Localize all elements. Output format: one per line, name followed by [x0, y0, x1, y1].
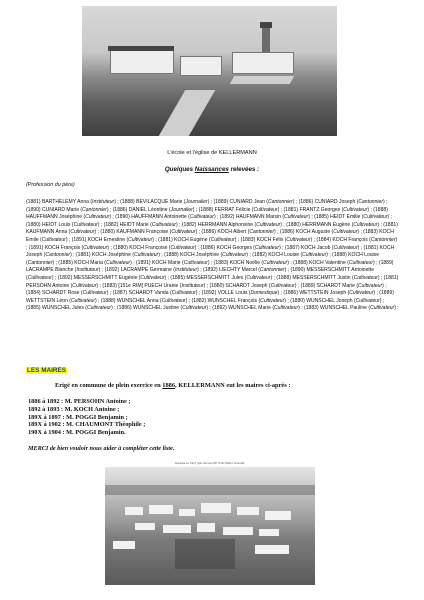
father-profession: Cantonnier: [27, 259, 53, 266]
father-profession: Cantonnier: [82, 206, 107, 213]
birth-entry: (1883) WUNSCHEL Pauline (Cultivateur) ;: [304, 305, 399, 312]
birth-entry: (1880) HERRMANN Eugène (Cultivateur) ;: [286, 221, 384, 228]
birth-entry: (1883) KOCH Noëlie (Cultivateur) ;: [213, 259, 294, 266]
birth-name: FERRAT Félicie: [214, 206, 251, 213]
birth-name: [151e RIM] PUECH Uranie: [118, 282, 179, 289]
birth-entry: (1887) SCHARDT Vanda (Cultivateur) ;: [112, 290, 202, 297]
birth-name: KOCH Félix: [256, 236, 284, 243]
birth-year: (1892): [201, 290, 217, 297]
birth-year: (1892): [57, 274, 73, 281]
birth-year: (1881): [383, 274, 399, 281]
birth-year: (1887): [284, 244, 300, 251]
father-profession: Cultivateur: [349, 290, 374, 297]
birth-year: (1889): [300, 282, 316, 289]
birth-entry: (1881) PERSOHN Antoine (Cultivateur) ;: [26, 274, 399, 289]
birth-entry: (1886) DANIEL Léontine (Journalier) ;: [112, 206, 199, 213]
top-photo-caption: L'école et l'église de KELLERMANN: [167, 150, 257, 156]
birth-name: FRANTZ Georges: [299, 206, 341, 213]
birth-entry: (1886) WETTSTEIN Joseph (Cultivateur) ;: [283, 290, 380, 297]
birth-name: KOCH François: [332, 236, 368, 243]
father-profession: Cultivateur: [222, 252, 247, 259]
father-profession: Cultivateur: [210, 236, 235, 243]
birth-name: KOCH Emile: [26, 229, 394, 243]
birth-name: PERSOHN Antoine: [26, 282, 70, 289]
birth-year: (1888): [164, 252, 179, 259]
birth-name: KOCH Françoise: [129, 244, 168, 251]
birth-name: MESSERSCHMITT Justin: [292, 274, 351, 281]
birth-entry: (1886) CUNIARD Joseph (Cantonnier) ;: [298, 199, 388, 205]
birth-year: (1891): [28, 244, 44, 251]
birth-entry: (1889) LACRAMPE Blanche (Instituteur) ;: [26, 259, 394, 274]
profession-note: (Profession du père): [26, 182, 75, 188]
birth-entry: (1889) SCHARDT Marie (Cultivateur) ;: [300, 282, 387, 289]
father-profession: Cultivateur: [70, 229, 95, 236]
birth-year: (1888): [120, 199, 135, 205]
father-profession: Domestique: [250, 290, 278, 297]
mayor-line: 1886 à 1892 : M. PERSOHN Antoine ;: [28, 398, 131, 405]
birth-year: (1892): [212, 305, 227, 312]
birth-year: (1888): [373, 206, 388, 213]
birth-name: CUNIARD Marie: [42, 206, 80, 213]
birth-name: KOCH Eugène: [174, 236, 208, 243]
birth-entry: (1887) KOCH Jacob (Cultivateur) ;: [284, 244, 364, 251]
birth-name: WUNSCHEL Justine: [133, 305, 180, 312]
birth-name: WUNSCHEL François: [207, 297, 258, 304]
mayor-line: 190X à 1904 : M. POGGI Benjamin.: [28, 429, 126, 437]
father-profession: Cantonnier: [249, 229, 275, 236]
father-profession: Cultivateur: [263, 259, 288, 266]
birth-entry: (1891) KOCH Ernestine (Cultivateur) ;: [71, 236, 159, 243]
birth-year: (1886): [279, 229, 295, 236]
birth-year: (1890): [115, 214, 130, 221]
father-profession: Cultivateur: [105, 259, 131, 266]
birth-year: (1889): [213, 199, 229, 205]
father-profession: Cantonnier: [45, 252, 71, 259]
father-profession: Cantonnier: [267, 199, 293, 205]
birth-name: HAUFMANN Marsin: [235, 214, 282, 221]
father-profession: Cultivateur: [170, 244, 195, 251]
birth-name: KOCH Georges: [216, 244, 252, 251]
birth-year: (1888): [276, 274, 291, 281]
birth-entry: (1881) KOCH Joseph (Cantonnier) ;: [26, 244, 395, 259]
births-list: [26, 199, 400, 313]
father-profession: Cultivateur: [274, 305, 299, 312]
birth-year: (1891): [136, 259, 151, 266]
father-profession: Cultivateur: [41, 236, 66, 243]
father-profession: Cultivateur: [343, 206, 368, 213]
birth-year: (1888): [100, 297, 116, 304]
birth-entry: (1890) MESSERSCHMITT Antoinette (Cultivateur) ;: [26, 267, 375, 281]
birth-year: (1883): [304, 305, 319, 312]
birth-name: WUNSCHEL Jules: [42, 305, 84, 312]
father-profession: Cultivateur: [73, 221, 98, 228]
birth-entry: (1880) WUNSCHEL Joseph (Cultivateur) ;: [290, 297, 385, 304]
birth-entry: (1891) KOCH François (Cultivateur) ;: [28, 244, 114, 251]
birth-year: (1883): [102, 282, 117, 289]
birth-year: (1880): [209, 282, 225, 289]
birth-year: (1881): [75, 252, 91, 259]
birth-year: (1882): [191, 297, 207, 304]
birth-entry: (1889) CUNIARD Jean (Cantonnier) ;: [213, 199, 299, 205]
birth-name: LACRAMPE Blanche: [26, 267, 74, 274]
maires-title: LES MAIRES: [27, 367, 67, 374]
birth-name: KOCH François: [44, 244, 81, 251]
birth-year: (1886): [117, 305, 132, 312]
mayors-list: [28, 398, 145, 437]
father-profession: Cultivateur: [284, 214, 309, 221]
birth-year: (1892): [104, 267, 120, 274]
father-profession: Cultivateur: [151, 221, 176, 228]
father-profession: Instituteur: [76, 267, 99, 274]
birth-entry: (1892) MESSERSCHMITT Eugénie (Cultivateur) ;: [57, 274, 171, 281]
birth-entry: (1884) KOCH François (Cantonnier) ;: [26, 236, 398, 251]
father-profession: Instituteur: [174, 267, 198, 274]
birth-name: HEIDT Marie: [119, 221, 149, 228]
father-profession: Journalier: [185, 199, 208, 205]
birth-year: (1881): [158, 236, 173, 243]
birth-name: KOCH Noëlie: [229, 259, 261, 266]
birth-name: SCHARDT Marie: [316, 282, 355, 289]
birth-year: (1890): [290, 267, 306, 274]
birth-entry: (1888) BEVILACQUE Marie (Journalier) ;: [120, 199, 214, 205]
father-profession: Cultivateur: [171, 290, 196, 297]
birth-year: (1880): [286, 221, 301, 228]
birth-name: VOLLE Louis: [217, 290, 248, 297]
birth-entry: (1881) FRANTZ Georges (Cultivateur) ;: [283, 206, 374, 213]
birth-year: (1886): [298, 199, 314, 205]
birth-entry: (1882) HEIDT Marie (Cultivateur) ;: [103, 221, 182, 228]
maires-intro: Erigé en commune de plein exercice en 1886, KELLERMANN eut les maires ci-après :: [55, 382, 291, 389]
birth-year: (1885): [26, 305, 41, 312]
father-profession: Cultivateur: [254, 244, 280, 251]
birth-entry: (1888) MESSERSCHMITT Justin (Cultivateur) ;: [276, 274, 384, 281]
birth-year: (1883): [240, 236, 256, 243]
father-profession: Cultivateur: [189, 214, 214, 221]
father-profession: Cultivateur: [363, 214, 388, 221]
birth-year: (1881): [283, 206, 299, 213]
father-profession: Cantonnier: [358, 199, 384, 205]
birth-entry: (1888) KOCH Louise (Cantonnier) ;: [26, 252, 380, 266]
father-profession: Cultivateur: [83, 244, 108, 251]
birth-name: KOCH Auguste: [295, 229, 331, 236]
father-profession: Cultivateur: [182, 305, 207, 312]
birth-name: CUNIARD Joseph: [314, 199, 356, 205]
birth-entry: (1883) [151e RIM] PUECH Uranie (Instituteur) ;: [102, 282, 210, 289]
father-profession: Cultivateur: [260, 297, 285, 304]
birth-entry: (1885) WUNSCHEL Jules (Cultivateur) ;: [26, 305, 117, 312]
birth-name: DANIEL Léontine: [128, 206, 168, 213]
father-profession: Cultivateur: [253, 206, 278, 213]
birth-entry: (1890) CUNIARD Marie (Cantonnier) ;: [26, 206, 113, 213]
birth-name: KOCH Albert: [217, 229, 247, 236]
father-profession: Cultivateur: [183, 259, 208, 266]
birth-name: SCHARDT Joseph: [225, 282, 268, 289]
births-heading: Quelques Naissances relevées :: [164, 166, 260, 173]
birth-year: (1880): [26, 221, 41, 228]
father-profession: Cultivateur: [27, 274, 52, 281]
birth-entry: (1890) HAUFFMANN Antoinette (Cultivateur) ;: [115, 214, 220, 221]
father-profession: Cultivateur: [256, 221, 281, 228]
mayor-line: 1892 à 1893 : M. KOCH Antoine ;: [28, 405, 120, 413]
father-profession: Cultivateur: [333, 229, 358, 236]
birth-entry: (1888) FERRAT Félicie (Cultivateur) ;: [198, 206, 284, 213]
birth-year: (1889): [379, 290, 394, 297]
birth-year: (1882): [103, 221, 119, 228]
birth-entry: (1892) VOLLE Louis (Domestique) ;: [201, 290, 284, 297]
school-church-photo: [82, 6, 337, 136]
birth-name: HERRMANN Eugène: [302, 221, 351, 228]
birth-year: (1881): [383, 221, 398, 228]
birth-entry: (1886) WUNSCHEL Justine (Cultivateur) ;: [117, 305, 213, 312]
father-profession: Cultivateur: [353, 274, 378, 281]
mayor-line: 189X à 1897 : M. POGGI Benjamin ;: [28, 413, 128, 421]
father-profession: Cultivateur: [302, 252, 327, 259]
birth-year: (1885): [170, 274, 185, 281]
birth-entry: (1882) HERRMANN Alphonsine (Cultivateur) ;: [181, 221, 287, 228]
birth-year: (1880): [100, 229, 115, 236]
birth-entry: (1880) KAUFMANN Françoise (Cultivateur) ;: [100, 229, 202, 236]
birth-entry: (1892) WUNSCHEL Marie (Cultivateur) ;: [212, 305, 305, 312]
birth-entry: (1889) WETTSTEIN Léon (Cultivateur) ;: [26, 290, 394, 304]
birth-name: HAUFFMANN Joséphine: [26, 214, 83, 221]
father-profession: Cultivateur: [353, 221, 378, 228]
birth-name: WETTSTEIN Joseph: [299, 290, 347, 297]
birth-year: (1882): [181, 221, 197, 228]
father-profession: Cultivateur: [171, 229, 196, 236]
birth-year: (1890): [26, 206, 41, 213]
father-profession: Instituteur: [92, 199, 115, 205]
birth-year: (1886): [283, 290, 298, 297]
birth-year: (1888): [198, 206, 214, 213]
bottom-photo-caption: Expédié en 1917 (par l'armée) Rif Tirrifi (Maroc Oriental): [175, 461, 245, 465]
birth-name: SCHARDT Rose: [42, 290, 80, 297]
birth-name: MESSERSCHMITT Jules: [186, 274, 244, 281]
birth-entry: (1884) SCHARDT Rose (Cultivateur) ;: [26, 290, 113, 297]
birth-name: BEVILACQUE Marie: [136, 199, 183, 205]
father-profession: Cultivateur: [286, 236, 311, 243]
birth-entry: (1883) KOCH Félix (Cultivateur) ;: [240, 236, 317, 243]
birth-name: WETTSTEIN Léon: [26, 297, 68, 304]
father-profession: Cultivateur: [358, 282, 383, 289]
birth-year: (1884): [26, 290, 41, 297]
birth-entry: (1881) BARTHELEMY Anna (Instituteur) ;: [26, 199, 121, 205]
birth-entry: (1882) WUNSCHEL François (Cultivateur) ;: [191, 297, 291, 304]
birth-entry: (1892) HAUFMANN Marsin (Cultivateur) ;: [219, 214, 315, 221]
birth-year: (1886): [200, 244, 216, 251]
father-profession: Cultivateur: [348, 259, 373, 266]
father-profession: Cultivateur: [370, 305, 395, 312]
birth-name: KAUFMANN Françoise: [116, 229, 169, 236]
father-profession: Cultivateur: [134, 252, 159, 259]
birth-entry: (1881) KAUFMANN Anna (Cultivateur) ;: [26, 221, 398, 236]
birth-entry: (1886) KOCH Auguste (Cultivateur) ;: [279, 229, 364, 236]
birth-year: (1887): [112, 290, 128, 297]
father-profession: Cantonnier: [370, 236, 396, 243]
birth-year: (1886): [112, 206, 128, 213]
father-profession: Cultivateur: [72, 282, 97, 289]
mayor-line: 189X à 1902 : M. CHAUMONT Théophile ;: [28, 421, 146, 429]
father-profession: Cultivateur: [246, 274, 271, 281]
birth-entry: (1882) KOCH Louise (Cultivateur) ;: [252, 252, 333, 259]
birth-entry: (1881) KOCH Eugène (Cultivateur) ;: [158, 236, 241, 243]
birth-name: WUNSCHEL Joseph: [306, 297, 353, 304]
birth-entry: (1888) KOCH Valentine (Cultivateur) ;: [293, 259, 379, 266]
birth-name: HERRMANN Alphonsine: [197, 221, 254, 228]
birth-name: KOCH Joséphine: [91, 252, 131, 259]
father-profession: Cultivateur: [161, 297, 186, 304]
father-profession: Cultivateur: [270, 282, 295, 289]
birth-name: HEIDT Louis: [42, 221, 71, 228]
birth-name: MESSERSCHMITT Eugénie: [73, 274, 138, 281]
birth-name: MESSERSCHMITT Antoinette: [306, 267, 375, 274]
town-aerial-photo: [105, 461, 315, 585]
birth-name: LACRAMPE Germaine: [120, 267, 172, 274]
birth-year: (1883): [363, 229, 378, 236]
father-profession: Cultivateur: [128, 236, 153, 243]
birth-name: KAUFMANN Anna: [26, 229, 68, 236]
birth-year: (1882): [252, 252, 267, 259]
birth-year: (1888): [332, 252, 347, 259]
merci-note: MERCI de bien vouloir nous aider à compléter cette liste.: [28, 445, 175, 452]
birth-year: (1885): [314, 214, 329, 221]
birth-entry: (1883) KOCH Emile (Cultivateur) ;: [26, 229, 394, 243]
birth-name: KOCH Louise: [268, 252, 300, 259]
birth-entry: (1888) WUNSCHEL Anna (Cultivateur) ;: [100, 297, 192, 304]
birth-year: (1888): [293, 259, 308, 266]
birth-entry: (1880) HEIDT Louis (Cultivateur) ;: [26, 221, 104, 228]
birth-name: HAUFFMANN Antoinette: [131, 214, 187, 221]
birth-name: KOCH Louise: [348, 252, 380, 259]
birth-entry: (1880) KOCH Françoise (Cultivateur) ;: [113, 244, 201, 251]
father-profession: Instituteur: [181, 282, 204, 289]
birth-year: (1889): [378, 259, 394, 266]
birth-year: (1880): [290, 297, 305, 304]
birth-name: KOCH Ernestine: [87, 236, 126, 243]
birth-entry: (1892) LIECHTY Marcel (Cantonnier) ;: [203, 267, 291, 274]
birth-year: (1892): [219, 214, 235, 221]
birth-year: (1881): [26, 199, 41, 205]
birth-name: KOCH Marie: [152, 259, 181, 266]
father-profession: Cultivateur: [85, 214, 110, 221]
birth-entry: (1892) LACRAMPE Germaine (Instituteur) ;: [104, 267, 204, 274]
birth-name: KOCH Joseph: [26, 244, 395, 259]
father-profession: Journalier: [170, 206, 193, 213]
birth-name: WUNSCHEL Pauline: [320, 305, 367, 312]
birth-entry: (1888) HAUFFMANN Joséphine (Cultivateur) ;: [26, 206, 388, 221]
birth-entry: (1891) KOCH Marie (Cultivateur) ;: [136, 259, 214, 266]
birth-name: HEIDT Emilie: [330, 214, 361, 221]
birth-name: WUNSCHEL Marie: [228, 305, 271, 312]
birth-year: (1886): [201, 229, 216, 236]
birth-entry: (1886) KOCH Georges (Cultivateur) ;: [200, 244, 285, 251]
birth-year: (1880): [113, 244, 128, 251]
birth-name: KOCH Valentine: [309, 259, 346, 266]
father-profession: Cultivateur: [140, 274, 165, 281]
birth-name: WUNSCHEL Anna: [116, 297, 159, 304]
birth-year: (1881): [363, 244, 379, 251]
birth-name: LIECHTY Marcel: [219, 267, 257, 274]
birth-entry: (1888) KOCH Joséphine (Cultivateur) ;: [164, 252, 253, 259]
father-profession: Cultivateur: [355, 297, 380, 304]
birth-year: (1891): [71, 236, 87, 243]
father-profession: Cultivateur: [70, 297, 96, 304]
birth-entry: (1885) MESSERSCHMITT Jules (Cultivateur) ;: [170, 274, 277, 281]
birth-entry: (1885) HEIDT Emilie (Cultivateur) ;: [314, 214, 393, 221]
birth-entry: (1881) KOCH Joséphine (Cultivateur) ;: [75, 252, 165, 259]
birth-year: (1883): [213, 259, 229, 266]
father-profession: Cultivateur: [82, 290, 107, 297]
birth-year: (1884): [316, 236, 331, 243]
father-profession: Cultivateur: [86, 305, 112, 312]
birth-name: SCHARDT Vanda: [128, 290, 169, 297]
birth-entry: (1886) KOCH Albert (Cantonnier) ;: [201, 229, 280, 236]
birth-entry: (1885) KOCH Maria (Cultivateur) ;: [58, 259, 136, 266]
birth-year: (1892): [203, 267, 218, 274]
birth-name: KOCH Jacob: [300, 244, 331, 251]
birth-name: KOCH Joséphine: [180, 252, 220, 259]
birth-year: (1885): [58, 259, 73, 266]
birth-entry: (1880) SCHARDT Joseph (Cultivateur) ;: [209, 282, 301, 289]
father-profession: Cultivateur: [333, 244, 358, 251]
father-profession: Cantonnier: [259, 267, 285, 274]
birth-name: KOCH Maria: [74, 259, 103, 266]
birth-name: BARTHELEMY Anna: [42, 199, 89, 205]
birth-name: CUNIARD Jean: [229, 199, 265, 205]
